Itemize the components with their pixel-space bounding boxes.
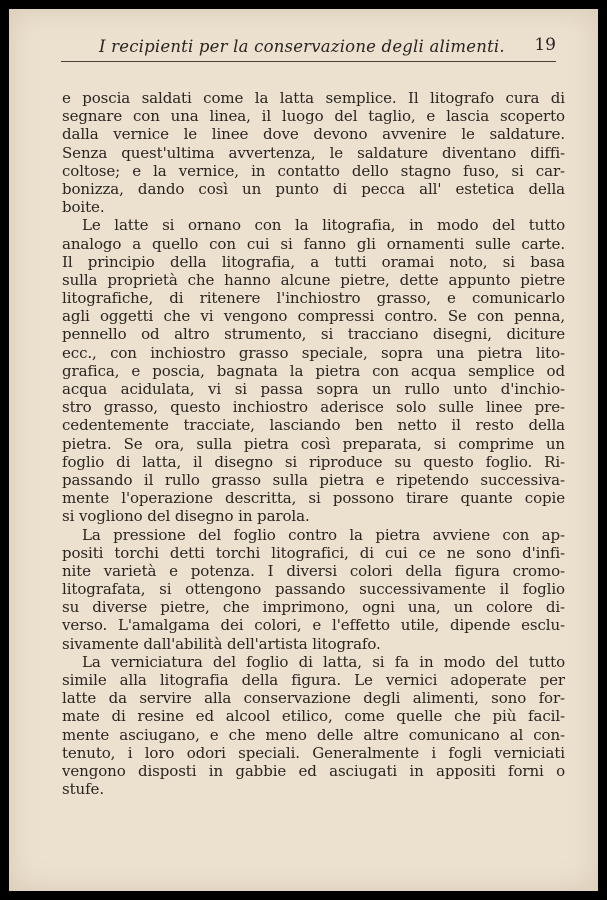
text-line: e poscia saldati come la latta semplice. Il litografo cura di — [62, 89, 565, 107]
text-line: coltose; e la vernice, in contatto dello stagno fuso, si car- — [62, 161, 565, 180]
text-line: passando il rullo grasso sulla pietra e ripetendo successiva- — [62, 470, 565, 489]
text-line: Senza quest'ultima avvertenza, le saldature diventano diffi- — [62, 143, 565, 162]
text-line: nite varietà e potenza. I diversi colori della figura cromo- — [62, 561, 565, 580]
body-text — [62, 89, 565, 798]
text-line: litografata, si ottengono passando successivamente il foglio — [62, 580, 565, 599]
text-line: pennello od altro strumento, si tracciano disegni, diciture — [62, 325, 565, 344]
text-line: mente l'operazione descritta, si possono tirare quante copie — [62, 489, 565, 508]
text-line: cedentemente tracciate, lasciando ben netto il resto della — [62, 416, 565, 435]
text-line: sulla proprietà che hanno alcune pietre, dette appunto pietre — [62, 270, 565, 289]
text-line: mate di resine ed alcool etilico, come quelle che più facil- — [62, 707, 565, 726]
text-line: mente asciugano, e che meno delle altre comunicano al con- — [62, 725, 565, 744]
text-line: foglio di latta, il disegno si riproduce su questo foglio. Ri- — [62, 452, 565, 471]
running-header — [61, 33, 556, 62]
text-line: ecc., con inchiostro grasso speciale, sopra una pietra lito- — [62, 343, 565, 362]
text-line: pietra. Se ora, sulla pietra così preparata, si comprime un — [62, 434, 565, 453]
text-line: acqua acidulata, vi si passa sopra un rullo unto d'inchio- — [62, 380, 565, 398]
text-line: segnare con una linea, il luogo del taglio, e lascia scoperto — [62, 107, 565, 126]
text-line: stufe. — [62, 780, 104, 799]
text-line: stro grasso, questo inchiostro aderisce solo sulle linee pre- — [62, 398, 565, 417]
text-line: verso. L'amalgama dei colori, e l'effetto utile, dipende esclu- — [62, 616, 565, 635]
text-line: boite. — [62, 198, 105, 217]
text-line: analogo a quello con cui si fanno gli ornamenti sulle carte. — [62, 234, 565, 253]
book-page — [9, 9, 598, 891]
text-line: su diverse pietre, che imprimono, ogni una, un colore di- — [62, 598, 565, 617]
text-line: tenuto, i loro odori speciali. Generalmente i fogli verniciati — [62, 743, 565, 762]
text-line: dalla vernice le linee dove devono avvenire le saldature. — [62, 125, 565, 144]
text-line: agli oggetti che vi vengono compressi contro. Se con penna, — [62, 307, 565, 326]
text-line: si vogliono del disegno in parola. — [62, 507, 310, 526]
page-number: 19 — [534, 35, 556, 55]
text-line: vengono disposti in gabbie ed asciugati in appositi forni o — [62, 761, 565, 780]
text-line: La verniciatura del foglio di latta, si fa in modo del tutto — [82, 652, 565, 671]
text-line: Le latte si ornano con la litografia, in modo del tutto — [82, 216, 565, 235]
text-line: simile alla litografia della figura. Le vernici adoperate per — [62, 671, 565, 689]
text-line: Il principio della litografia, a tutti oramai noto, si basa — [62, 252, 565, 271]
text-line: bonizza, dando così un punto di pecca all' estetica della — [62, 179, 565, 198]
paragraph — [62, 526, 565, 653]
paragraph — [62, 216, 565, 525]
text-line: litografiche, di ritenere l'inchiostro grasso, e comunicarlo — [62, 289, 565, 308]
paragraph — [62, 89, 565, 216]
running-title: I recipienti per la conservazione degli alimenti. — [99, 37, 505, 56]
text-line: sivamente dall'abilità dell'artista litografo. — [62, 634, 381, 653]
text-line: La pressione del foglio contro la pietra avviene con ap- — [82, 525, 565, 544]
text-line: grafica, e poscia, bagnata la pietra con acqua semplice od — [62, 361, 565, 380]
text-line: positi torchi detti torchi litografici, di cui ce ne sono d'infi- — [62, 543, 565, 562]
paragraph — [62, 653, 565, 799]
text-line: latte da servire alla conservazione degli alimenti, sono for- — [62, 689, 565, 708]
